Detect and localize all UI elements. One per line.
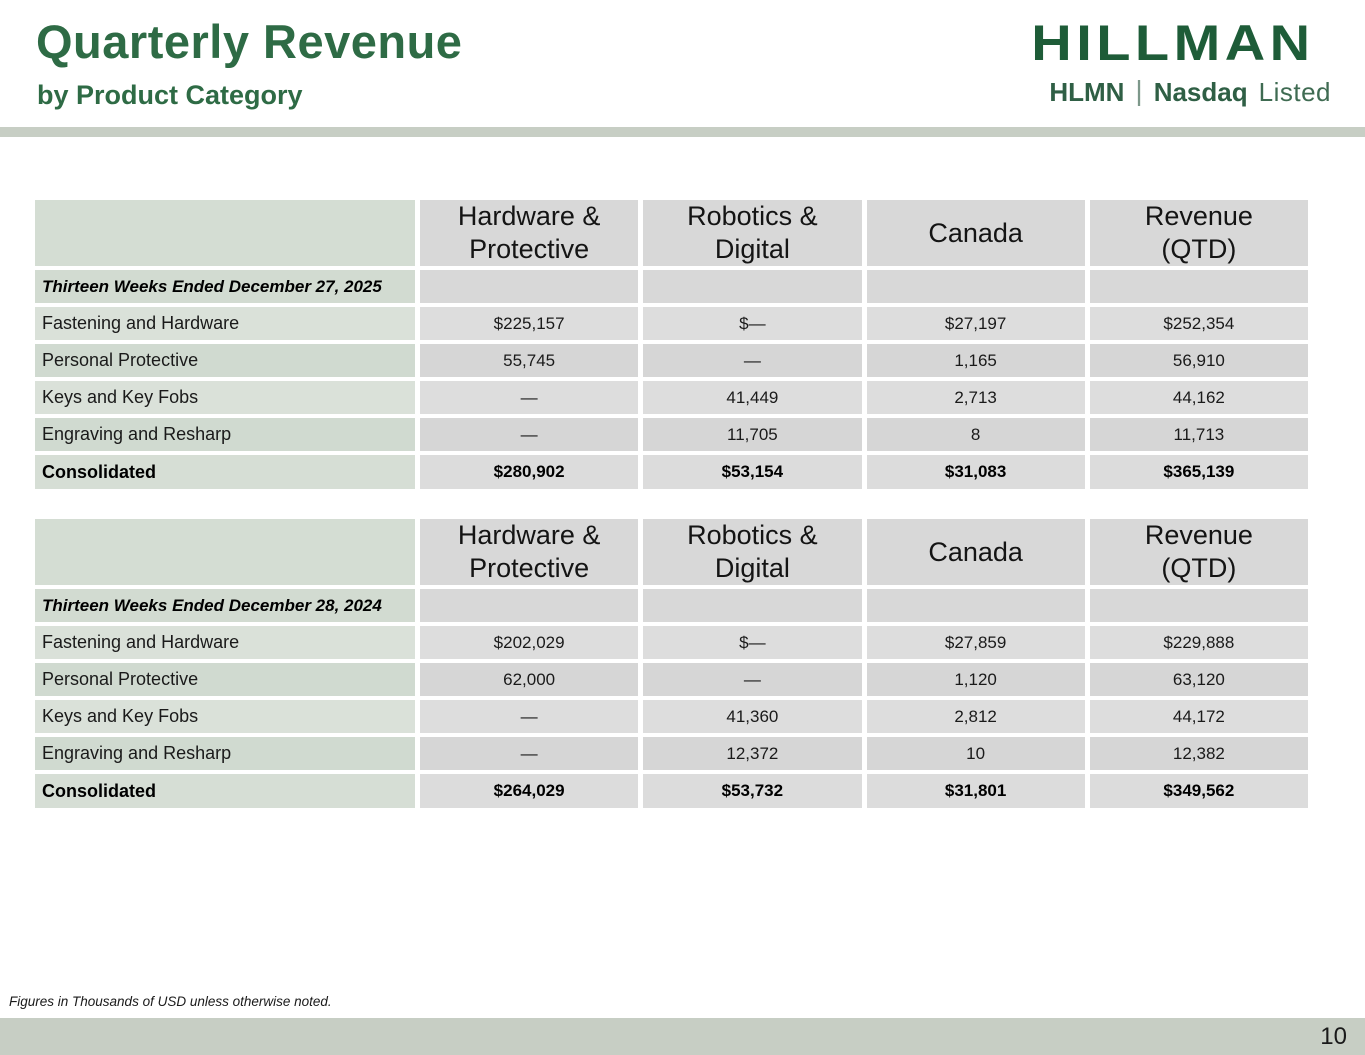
column-header-canada: Canada bbox=[867, 519, 1085, 585]
total-row-label: Consolidated bbox=[35, 774, 415, 808]
table-cell: 12,372 bbox=[643, 737, 861, 770]
nasdaq-label: Nasdaq bbox=[1153, 77, 1248, 107]
section-header-fill bbox=[867, 589, 1085, 622]
table-cell: 56,910 bbox=[1090, 344, 1308, 377]
total-cell: $349,562 bbox=[1090, 774, 1308, 808]
row-label: Personal Protective bbox=[35, 663, 415, 696]
table-cell: 8 bbox=[867, 418, 1085, 451]
column-header-hardware: Hardware & Protective bbox=[420, 519, 638, 585]
section-header-fill bbox=[1090, 589, 1308, 622]
bottom-bar bbox=[0, 1018, 1365, 1055]
table-cell: 11,713 bbox=[1090, 418, 1308, 451]
table-cell: 12,382 bbox=[1090, 737, 1308, 770]
row-label: Keys and Key Fobs bbox=[35, 381, 415, 414]
table-cell: 2,713 bbox=[867, 381, 1085, 414]
column-header-revenue-qtd: Revenue (QTD) bbox=[1090, 200, 1308, 266]
table-cell: 11,705 bbox=[643, 418, 861, 451]
section-header-fill bbox=[643, 270, 861, 303]
column-header-robotics: Robotics & Digital bbox=[643, 519, 861, 585]
section-header-fill bbox=[420, 270, 638, 303]
total-cell: $264,029 bbox=[420, 774, 638, 808]
row-label: Fastening and Hardware bbox=[35, 307, 415, 340]
table-cell: — bbox=[420, 737, 638, 770]
page-subtitle: by Product Category bbox=[37, 80, 303, 110]
column-header-robotics: Robotics & Digital bbox=[643, 200, 861, 266]
listed-label: Listed bbox=[1258, 77, 1331, 107]
total-cell: $31,801 bbox=[867, 774, 1085, 808]
table-cell: 62,000 bbox=[420, 663, 638, 696]
row-label: Engraving and Resharp bbox=[35, 418, 415, 451]
total-cell: $280,902 bbox=[420, 455, 638, 489]
total-cell: $365,139 bbox=[1090, 455, 1308, 489]
revenue-table-2025 bbox=[35, 200, 1308, 489]
revenue-table-2024 bbox=[35, 519, 1308, 808]
total-cell: $31,083 bbox=[867, 455, 1085, 489]
table-cell: $225,157 bbox=[420, 307, 638, 340]
table-cell: 2,812 bbox=[867, 700, 1085, 733]
table-cell: 10 bbox=[867, 737, 1085, 770]
column-header-canada: Canada bbox=[867, 200, 1085, 266]
section-header-label: Thirteen Weeks Ended December 27, 2025 bbox=[35, 270, 415, 303]
header-divider-bar bbox=[0, 127, 1365, 137]
table-cell: 44,172 bbox=[1090, 700, 1308, 733]
total-cell: $53,154 bbox=[643, 455, 861, 489]
section-header-label: Thirteen Weeks Ended December 28, 2024 bbox=[35, 589, 415, 622]
page-title: Quarterly Revenue bbox=[36, 15, 463, 68]
table-cell: — bbox=[420, 381, 638, 414]
hillman-logo bbox=[1031, 15, 1331, 107]
table-cell: — bbox=[643, 663, 861, 696]
column-header-hardware: Hardware & Protective bbox=[420, 200, 638, 266]
table-cell: 1,120 bbox=[867, 663, 1085, 696]
ticker-symbol: HLMN bbox=[1049, 77, 1125, 107]
table-cell: 41,360 bbox=[643, 700, 861, 733]
tagline-separator: | bbox=[1135, 75, 1143, 106]
row-label: Fastening and Hardware bbox=[35, 626, 415, 659]
table-corner-cell bbox=[35, 519, 415, 585]
row-label: Engraving and Resharp bbox=[35, 737, 415, 770]
table-cell: $— bbox=[643, 626, 861, 659]
column-header-revenue-qtd: Revenue (QTD) bbox=[1090, 519, 1308, 585]
table-cell: 1,165 bbox=[867, 344, 1085, 377]
row-label: Personal Protective bbox=[35, 344, 415, 377]
section-header-fill bbox=[867, 270, 1085, 303]
table-corner-cell bbox=[35, 200, 415, 266]
table-cell: $202,029 bbox=[420, 626, 638, 659]
table-cell: $27,197 bbox=[867, 307, 1085, 340]
table-cell: 44,162 bbox=[1090, 381, 1308, 414]
table-cell: $229,888 bbox=[1090, 626, 1308, 659]
logo-tagline bbox=[1049, 75, 1331, 107]
hillman-wordmark: HILLMAN bbox=[1031, 15, 1315, 71]
table-cell: $252,354 bbox=[1090, 307, 1308, 340]
total-row-label: Consolidated bbox=[35, 455, 415, 489]
table-cell: $27,859 bbox=[867, 626, 1085, 659]
tables-area bbox=[35, 200, 1308, 808]
total-cell: $53,732 bbox=[643, 774, 861, 808]
section-header-fill bbox=[1090, 270, 1308, 303]
table-cell: 41,449 bbox=[643, 381, 861, 414]
section-header-fill bbox=[643, 589, 861, 622]
section-header-fill bbox=[420, 589, 638, 622]
page-number: 10 bbox=[1320, 1022, 1347, 1050]
footnote: Figures in Thousands of USD unless otherwise noted. bbox=[9, 994, 332, 1009]
table-cell: $— bbox=[643, 307, 861, 340]
table-cell: — bbox=[643, 344, 861, 377]
row-label: Keys and Key Fobs bbox=[35, 700, 415, 733]
table-cell: 63,120 bbox=[1090, 663, 1308, 696]
table-cell: 55,745 bbox=[420, 344, 638, 377]
table-cell: — bbox=[420, 700, 638, 733]
table-cell: — bbox=[420, 418, 638, 451]
